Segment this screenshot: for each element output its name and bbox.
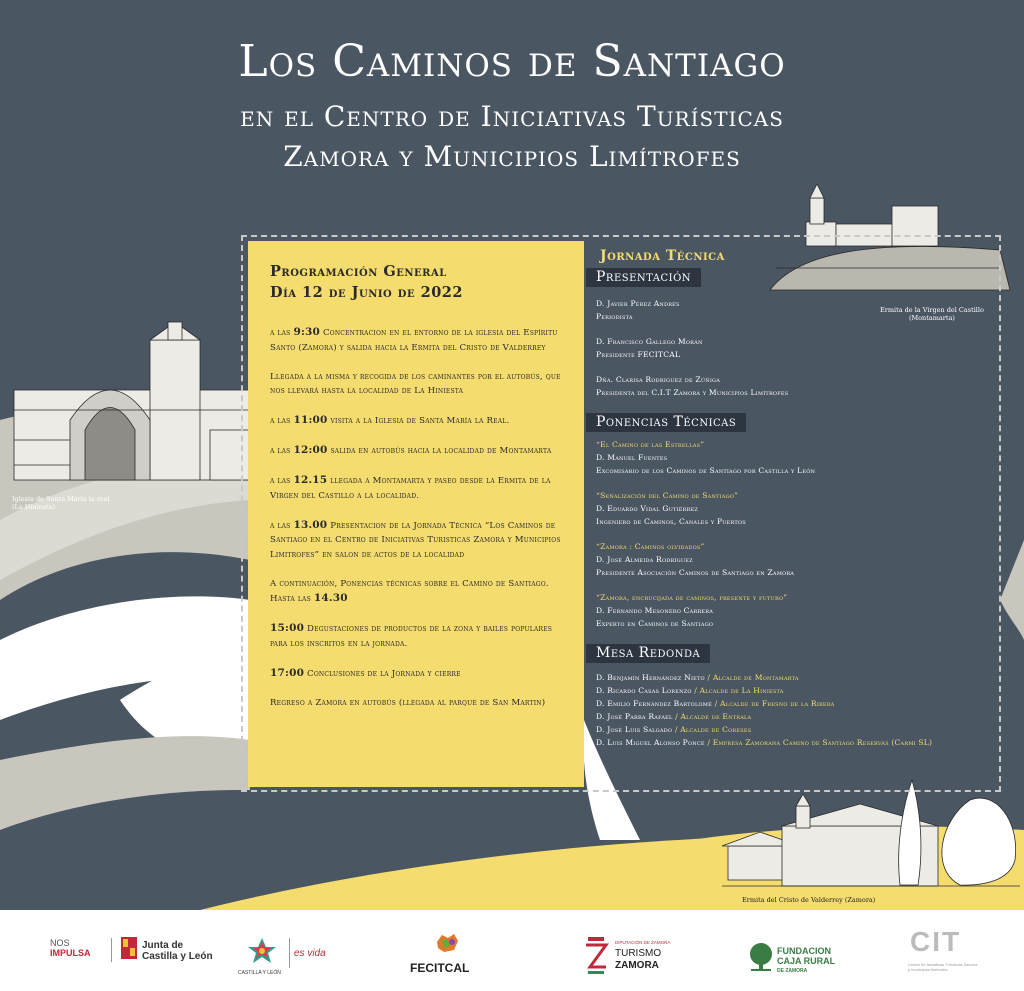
iglesia-caption (12, 495, 110, 511)
separator: / (711, 699, 720, 708)
program-item-time: 12:00 (293, 444, 328, 457)
program-item-text: A continuación, Ponencias técnicas sobre el Camino de Santiago. Hasta las (270, 578, 549, 605)
program-item (270, 473, 564, 503)
mesa-entry (586, 671, 996, 684)
program-item (270, 370, 564, 399)
ermita-castillo-caption (880, 306, 984, 322)
program-item-text: visita a la Iglesia de Santa María la Real. (327, 416, 510, 427)
program-item-time: 13.00 (293, 518, 328, 531)
ponencia-entry (586, 489, 996, 528)
program-item (270, 325, 564, 355)
junta-shield-icon (120, 936, 138, 962)
presentacion-entry (586, 335, 996, 361)
participant-name: D. Ricardo Casas Lorenzo (596, 686, 692, 695)
presentacion-entry (586, 373, 996, 399)
turismo-zamora-icon (582, 935, 610, 982)
program-item-time: 9:30 (293, 326, 321, 338)
fecitcal-text: FECITCAL (410, 961, 470, 975)
iglesia-caption-title: Iglesia de Santa María la real (12, 495, 110, 503)
jornada-label: Jornada Técnica (600, 248, 725, 264)
iglesia-caption-sub: (La Hiniesta) (12, 503, 56, 511)
jornada-tecnica-column (586, 248, 996, 749)
cyl-star-icon (242, 936, 282, 971)
program-item (270, 443, 564, 459)
ponencias-list (586, 438, 996, 630)
program-item (270, 413, 564, 429)
fundacion-text (777, 946, 835, 976)
ermita-castillo-caption-sub: (Montamarta) (908, 314, 955, 322)
program-list (270, 325, 564, 711)
program-item-prefix: a las (270, 520, 294, 531)
speaker-role: Excomisario de los Caminos de Santiago por Castilla y León (596, 466, 816, 475)
separator: / (691, 686, 700, 695)
program-item-text: Concentracion en el entorno de la iglesia del Espíritu Santo (Zamora) y salida hacia la Ermita del Cristo de Valderrey (270, 328, 558, 353)
divider (111, 938, 112, 962)
mesa-entry (586, 684, 996, 697)
junta-logo-text (142, 940, 213, 962)
fundacion-line-3: DE ZAMORA (777, 968, 808, 974)
participant-role: Alcalde de La Hiniesta (699, 686, 784, 695)
participant-role: Alcalde de Entrala (680, 712, 752, 721)
es-vida-text: es vida (294, 948, 326, 959)
participant-name: D. José Luis Salgado (596, 725, 673, 734)
participant-name: D. Benjamín Hernández Nieto (596, 673, 705, 682)
speaker-role: Ingeniero de Caminos, Canales y Puertos (596, 517, 746, 526)
talk-title: “Zamora : Caminos olvidados” (596, 542, 705, 551)
cyl-text: CASTILLA Y LEÓN (238, 970, 281, 976)
mesa-entry (586, 710, 996, 723)
talk-title: “Señalización del Camino de Santiago” (596, 491, 739, 500)
nos-impulsa-logo (50, 938, 91, 958)
program-item (270, 696, 564, 711)
program-item-text: salida en autobús hacia la localidad de Montamarta (327, 446, 552, 457)
fundacion-tree-icon (748, 942, 774, 977)
talk-title: “El Camino de las Estrellas” (596, 440, 705, 449)
program-item-time: 15:00 (270, 622, 305, 635)
program-item (270, 666, 564, 682)
junta-line-1: Junta de (142, 940, 184, 951)
ponencia-entry (586, 438, 996, 477)
ponencia-entry (586, 591, 996, 630)
program-item-text: Degustaciones de productos de la zona y bailes populares para los inscritos en la jornada. (270, 624, 553, 650)
program-item-time: 12.15 (293, 474, 328, 487)
program-item-text: Llegada a la misma y recogida de los caminantes por el autobús, que nos llevará hasta la localidad de La Hiniesta (270, 371, 561, 397)
program-item-prefix: a las (270, 476, 294, 487)
separator: / (704, 673, 713, 682)
fecitcal-icon (434, 932, 460, 959)
speaker-name: D. Manuel Fuentes (596, 453, 668, 462)
speaker-name: Dña. Clarisa Rodriguez de Zúñiga (596, 375, 721, 384)
speaker-name: D. Eduardo Vidal Gutiérrez (596, 504, 699, 513)
program-item (270, 621, 564, 651)
mesa-header: Mesa Redonda (586, 644, 710, 663)
participant-role: Alcalde de Fresno de la Ribera (719, 699, 835, 708)
participant-role: Alcalde de Coreses (680, 725, 752, 734)
participant-name: D. Emilio Fernández Bartolomé (596, 699, 712, 708)
ponencias-header: Ponencias Técnicas (586, 413, 746, 432)
program-item-text: Regreso a Zamora en autobús (llegada al parque de San Martin) (270, 698, 546, 709)
program-item (270, 518, 564, 563)
participant-name: D. José Parra Rafael (596, 712, 673, 721)
participant-role: Empresa Zamorana Camino de Santiago Reservas (Carmi SL) (712, 738, 933, 747)
program-item-text: llegada a Montamarta y paseo desde la Ermita de la Virgen del Castillo a la localidad. (270, 476, 551, 501)
participant-role: Alcalde de Montamarta (712, 673, 799, 682)
speaker-name: D. Francisco Gallego Morán (596, 337, 703, 346)
speaker-role: Presidente Asociación Caminos de Santiago en Zamora (596, 568, 795, 577)
impulsa-text: IMPULSA (50, 948, 91, 958)
speaker-name: D. José Almeida Rodríguez (596, 555, 693, 564)
nos-text: NOS (50, 938, 70, 948)
subtitle-line-2: Zamora y Municipios Limítrofes (283, 140, 741, 173)
fundacion-line-1: FUNDACION (777, 946, 831, 956)
mesa-entry (586, 736, 996, 749)
program-item-time: 11:00 (293, 414, 328, 427)
junta-line-2: Castilla y León (142, 951, 213, 962)
program-box (248, 241, 584, 787)
program-item-prefix: a las (270, 446, 294, 457)
divider (289, 938, 290, 968)
separator: / (672, 725, 681, 734)
cit-subtext: Centro de Iniciativas Turísticas Zamora y municipios limítrofes (908, 962, 978, 972)
mesa-list (586, 671, 996, 749)
speaker-role: Periodista (596, 312, 633, 321)
program-item-text: Conclusiones de la Jornada y cierre (304, 669, 461, 680)
ponencia-entry (586, 540, 996, 579)
program-item-prefix: a las (270, 416, 294, 427)
sponsor-logo-bar (0, 910, 1024, 991)
speaker-role: Presidenta del C.I.T Zamora y Municipios Limítrofes (596, 388, 789, 397)
participant-name: D. Luis Miguel Alonso Ponce (596, 738, 705, 747)
ermita-castillo-caption-title: Ermita de la Virgen del Castillo (880, 306, 984, 314)
diputacion-text: DIPUTACIÓN DE ZAMORA (615, 940, 671, 945)
speaker-role: Experto en Caminos de Santiago (596, 619, 714, 628)
subtitle-line-1: en el Centro de Iniciativas Turísticas (240, 100, 784, 133)
zamora-word: ZAMORA (615, 960, 659, 971)
program-item-text: Presentacion de la Jornada Técnica “Los Caminos de Santiago en el Centro de Iniciativas Turisticas Zamora y Municipios Limitrofes” en salon de actos de la localidad (270, 520, 561, 560)
program-item-time: 17:00 (270, 667, 305, 680)
talk-title: “Zamora, encrucijada de caminos, presente y futuro” (596, 593, 788, 602)
program-date: Día 12 de Junio de 2022 (270, 284, 463, 301)
main-title: Los Caminos de Santiago (238, 36, 786, 87)
mesa-entry (586, 723, 996, 736)
ermita-cristo-caption: Ermita del Cristo de Valderrey (Zamora) (742, 896, 876, 904)
separator: / (672, 712, 681, 721)
separator: / (704, 738, 713, 747)
turismo-zamora-text (615, 948, 661, 972)
presentacion-header: Presentación (586, 268, 701, 287)
program-heading: Programación General (270, 263, 447, 280)
program-item (270, 577, 564, 607)
program-item-time: 14.30 (313, 592, 348, 605)
turismo-word: TURISMO (615, 948, 662, 959)
iglesia-illustration (14, 322, 249, 480)
speaker-name: D. Fernando Mesonero Carrera (596, 606, 714, 615)
program-item-prefix: a las (270, 328, 294, 338)
cit-logo: CIT (910, 926, 962, 957)
mesa-entry (586, 697, 996, 710)
speaker-name: D. Javier Pérez Andrés (596, 299, 680, 308)
fundacion-line-2: CAJA RURAL (777, 956, 836, 966)
speaker-role: Presidente FECITCAL (596, 350, 681, 359)
